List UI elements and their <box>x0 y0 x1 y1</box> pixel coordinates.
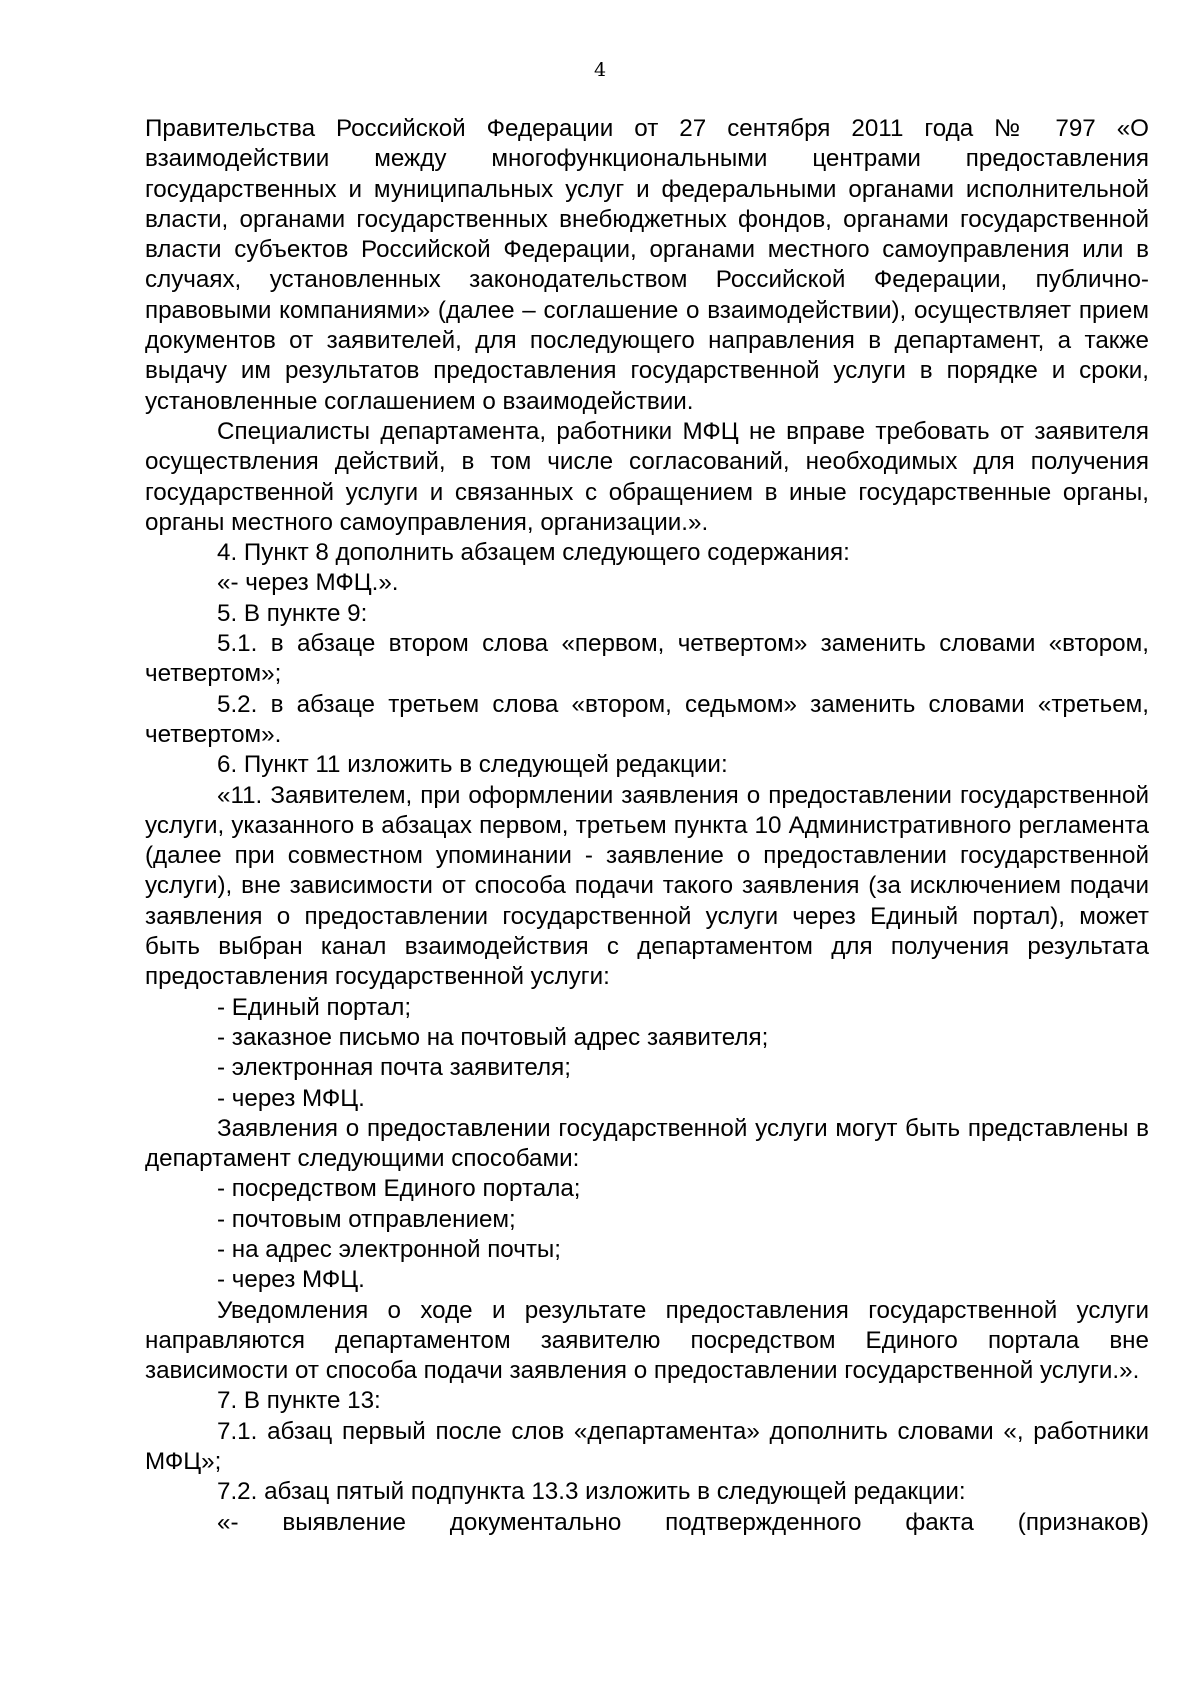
list-item: - посредством Единого портала; <box>217 1175 581 1203</box>
list-item: - через МФЦ. <box>217 1084 365 1112</box>
paragraph: Заявления о предоставлении государственной услуги могут быть представлены в департамент следующими способами: <box>145 1114 1149 1173</box>
paragraph: 5.1. в абзаце втором слова «первом, четвертом» заменить словами «втором, четвертом»; <box>145 630 1149 688</box>
paragraph: 7.1. абзац первый после слов «департамента» дополнить словами «, работники МФЦ»; <box>145 1417 1149 1476</box>
paragraph: «- через МФЦ.». <box>217 569 399 597</box>
list-item: - на адрес электронной почты; <box>217 1235 561 1263</box>
list-item: - Единый портал; <box>217 993 412 1021</box>
paragraph: 7.2. абзац пятый подпункта 13.3 изложить в следующей редакции: <box>217 1478 966 1506</box>
paragraph: 4. Пункт 8 дополнить абзацем следующего содержания: <box>217 539 850 567</box>
list-item: - через МФЦ. <box>217 1266 365 1294</box>
list-item: - заказное письмо на почтовый адрес заявителя; <box>217 1023 769 1051</box>
paragraph: 6. Пункт 11 изложить в следующей редакции: <box>217 751 728 779</box>
page-number: 4 <box>593 59 607 81</box>
paragraph: «11. Заявителем, при оформлении заявления о предоставлении государственной услуги, указанного в абзацах первом, третьем пункта 10 Административного регламента (далее при совместном упоминании - заявление о предоставлении государственной услуги), вне зависимости от способа подачи такого заявления (за исключением подачи заявления о предоставлении государственной услуги через Единый портал), может быть выбран канал взаимодействия с департаментом для получения результата предоставления государственной услуги: <box>145 781 1149 991</box>
paragraph: 5.2. в абзаце третьем слова «втором, седьмом» заменить словами «третьем, четвертом». <box>145 690 1149 748</box>
list-item: - электронная почта заявителя; <box>217 1054 571 1082</box>
document-body <box>145 114 1149 1538</box>
paragraph: Уведомления о ходе и результате предоставления государственной услуги направляются департаментом заявителю посредством Единого портала вне зависимости от способа подачи заявления о предоставлении государственной услуги.». <box>145 1296 1149 1385</box>
paragraph: 7. В пункте 13: <box>217 1387 381 1415</box>
paragraph: Специалисты департамента, работники МФЦ не вправе требовать от заявителя осуществления действий, в том числе согласований, необходимых для получения государственной услуги и связанных с обращением в иные государственные органы, органы местного самоуправления, организации.». <box>145 417 1149 536</box>
paragraph: Правительства Российской Федерации от 27 сентября 2011 года № 797 «О взаимодействии между многофункциональными центрами предоставления государственных и муниципальных услуг и федеральными органами исполнительной власти, органами государственных внебюджетных фондов, органами государственной власти субъектов Российской Федерации, органами местного самоуправления или в случаях, установленных законодательством Российской Федерации, публично-правовыми компаниями» (далее – соглашение о взаимодействии), осуществляет прием документов от заявителей, для последующего направления в департамент, а также выдачу им результатов предоставления государственной услуги в порядке и сроки, установленные соглашением о взаимодействии. <box>145 115 1149 415</box>
list-item: - почтовым отправлением; <box>217 1205 516 1233</box>
paragraph: «- выявление документально подтвержденного факта (признаков) <box>217 1508 1149 1536</box>
paragraph: 5. В пункте 9: <box>217 599 368 627</box>
